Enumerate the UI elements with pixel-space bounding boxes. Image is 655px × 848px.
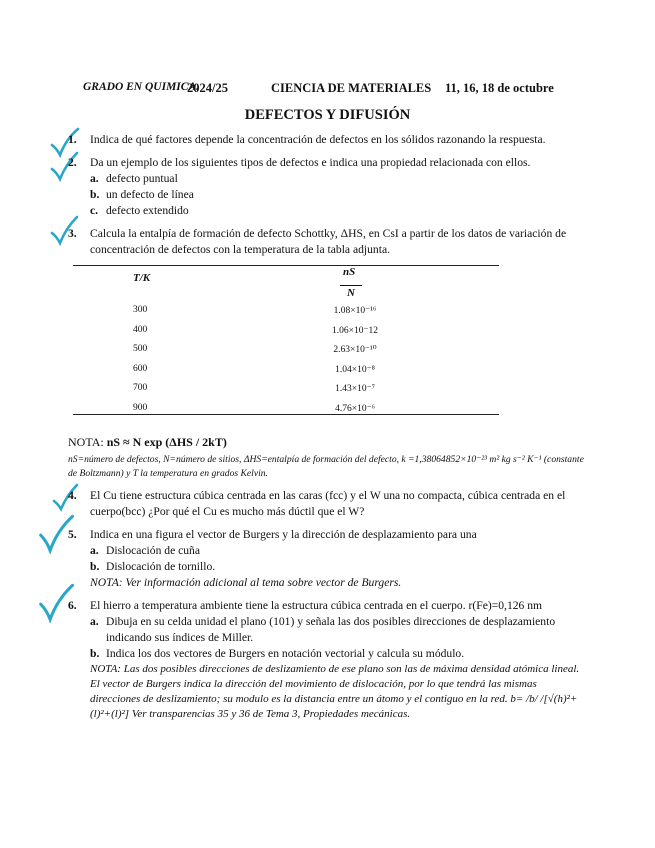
nota-definition: nS=número de defectos, N=número de sitios, ΔHS=entalpía de formación del defecto, k =1,38064852×10⁻²³ m² kg s⁻² K⁻¹ (constante de Boltzmann) y T la temperatura en grados Kelvin. (68, 454, 584, 479)
table-cell-ratio: 1.08×10⁻¹⁶ (333, 306, 377, 316)
nota-label: NOTA: (68, 435, 104, 449)
page-title: DEFECTOS Y DIFUSIÓN (244, 107, 411, 123)
nota-line (68, 435, 227, 450)
table-cell-ratio: 1.43×10⁻⁷ (335, 384, 375, 394)
table-cell-ratio: 2.63×10⁻¹⁰ (333, 345, 377, 355)
question-text: Indica en una figura el vector de Burgers y la dirección de desplazamiento para una (90, 528, 477, 541)
question-note: NOTA: Ver información adicional al tema sobre vector de Burgers. (90, 576, 402, 589)
question-note: NOTA: Las dos posibles direcciones de deslizamiento de ese plano son las de máxima densidad atómica lineal. El vector de Burgers indica la dirección del movimiento de dislocación, por lo que tendrá las mismas direcciones de deslizamiento; su modulo es la distancia entre un átomo y el contiguo en la red. b= /b/ /[√(h)²+(l)²+(l)²] Ver transparencias 35 y 36 de Tema 3, Propiedades mecánicas. (90, 663, 580, 720)
table-cell-temperature: 500 (133, 344, 148, 354)
table-cell-ratio: 1.06×10⁻12 (332, 325, 378, 336)
question-1 (68, 132, 588, 148)
subject-name: CIENCIA DE MATERIALES (271, 81, 432, 95)
list-item: c. defecto extendido (90, 204, 189, 217)
question-number: 6. (68, 599, 77, 612)
academic-year: 2024/25 (187, 81, 228, 95)
question-2 (68, 155, 588, 219)
question-text: Calcula la entalpía de formación de defecto Schottky, ΔHS, en CsI a partir de los datos de variación de concentración de defectos con la temperatura de la tabla adjunta. (90, 227, 567, 256)
table-cell-ratio: 4.76×10⁻⁶ (335, 403, 375, 414)
table-cell-temperature: 300 (133, 305, 148, 315)
question-number: 4. (68, 489, 77, 502)
table-cell-temperature: 700 (133, 383, 148, 393)
table-top-rule (73, 265, 499, 266)
question-number: 2. (68, 156, 77, 169)
question-3 (68, 226, 588, 258)
question-5 (68, 527, 588, 591)
class-dates: 11, 16, 18 de octubre (445, 81, 554, 95)
question-number: 5. (68, 528, 77, 541)
table-bottom-rule (73, 414, 499, 415)
question-text: El Cu tiene estructura cúbica centrada en las caras (fcc) y el W una no compacta, cúbica centrada en el cuerpo(bcc) ¿Por qué el Cu es mucho más dúctil que el W? (90, 489, 566, 518)
fraction-bar (340, 285, 362, 286)
table-header-numerator: nS (343, 266, 356, 278)
question-text: Indica de qué factores depende la concentración de defectos en los sólidos razonando la respuesta. (90, 133, 546, 146)
table-cell-temperature: 600 (133, 363, 148, 374)
list-item: a. defecto puntual (90, 172, 178, 185)
list-item: b. Dislocación de tornillo. (90, 560, 216, 573)
question-number: 1. (68, 133, 77, 146)
nota-formula: nS ≈ N exp (ΔHS / 2kT) (106, 435, 227, 449)
table-cell-temperature: 400 (133, 324, 148, 335)
table-header-denominator: N (347, 287, 355, 299)
question-text: El hierro a temperatura ambiente tiene la estructura cúbica centrada en el cuerpo. r(Fe)=0,126 nm (90, 599, 543, 612)
course-name: GRADO EN QUIMICA. (83, 81, 199, 93)
list-item: a. Dislocación de cuña (90, 544, 201, 557)
question-text: Da un ejemplo de los siguientes tipos de defectos e indica una propiedad relacionada con ellos. (90, 156, 531, 169)
list-item: b. un defecto de línea (90, 188, 194, 201)
question-number: 3. (68, 227, 77, 240)
table-cell-temperature: 900 (133, 402, 148, 413)
table-cell-ratio: 1.04×10⁻⁸ (335, 364, 375, 375)
list-item: b. Indica los dos vectores de Burgers en notación vectorial y calcula su módulo. (90, 647, 465, 660)
table-header-temperature: T/K (133, 272, 151, 284)
question-4 (68, 488, 588, 520)
list-item: a. Dibuja en su celda unidad el plano (101) y señala las dos posibles direcciones de desplazamiento indicando sus índices de Miller. (90, 615, 556, 644)
question-6 (68, 598, 588, 722)
